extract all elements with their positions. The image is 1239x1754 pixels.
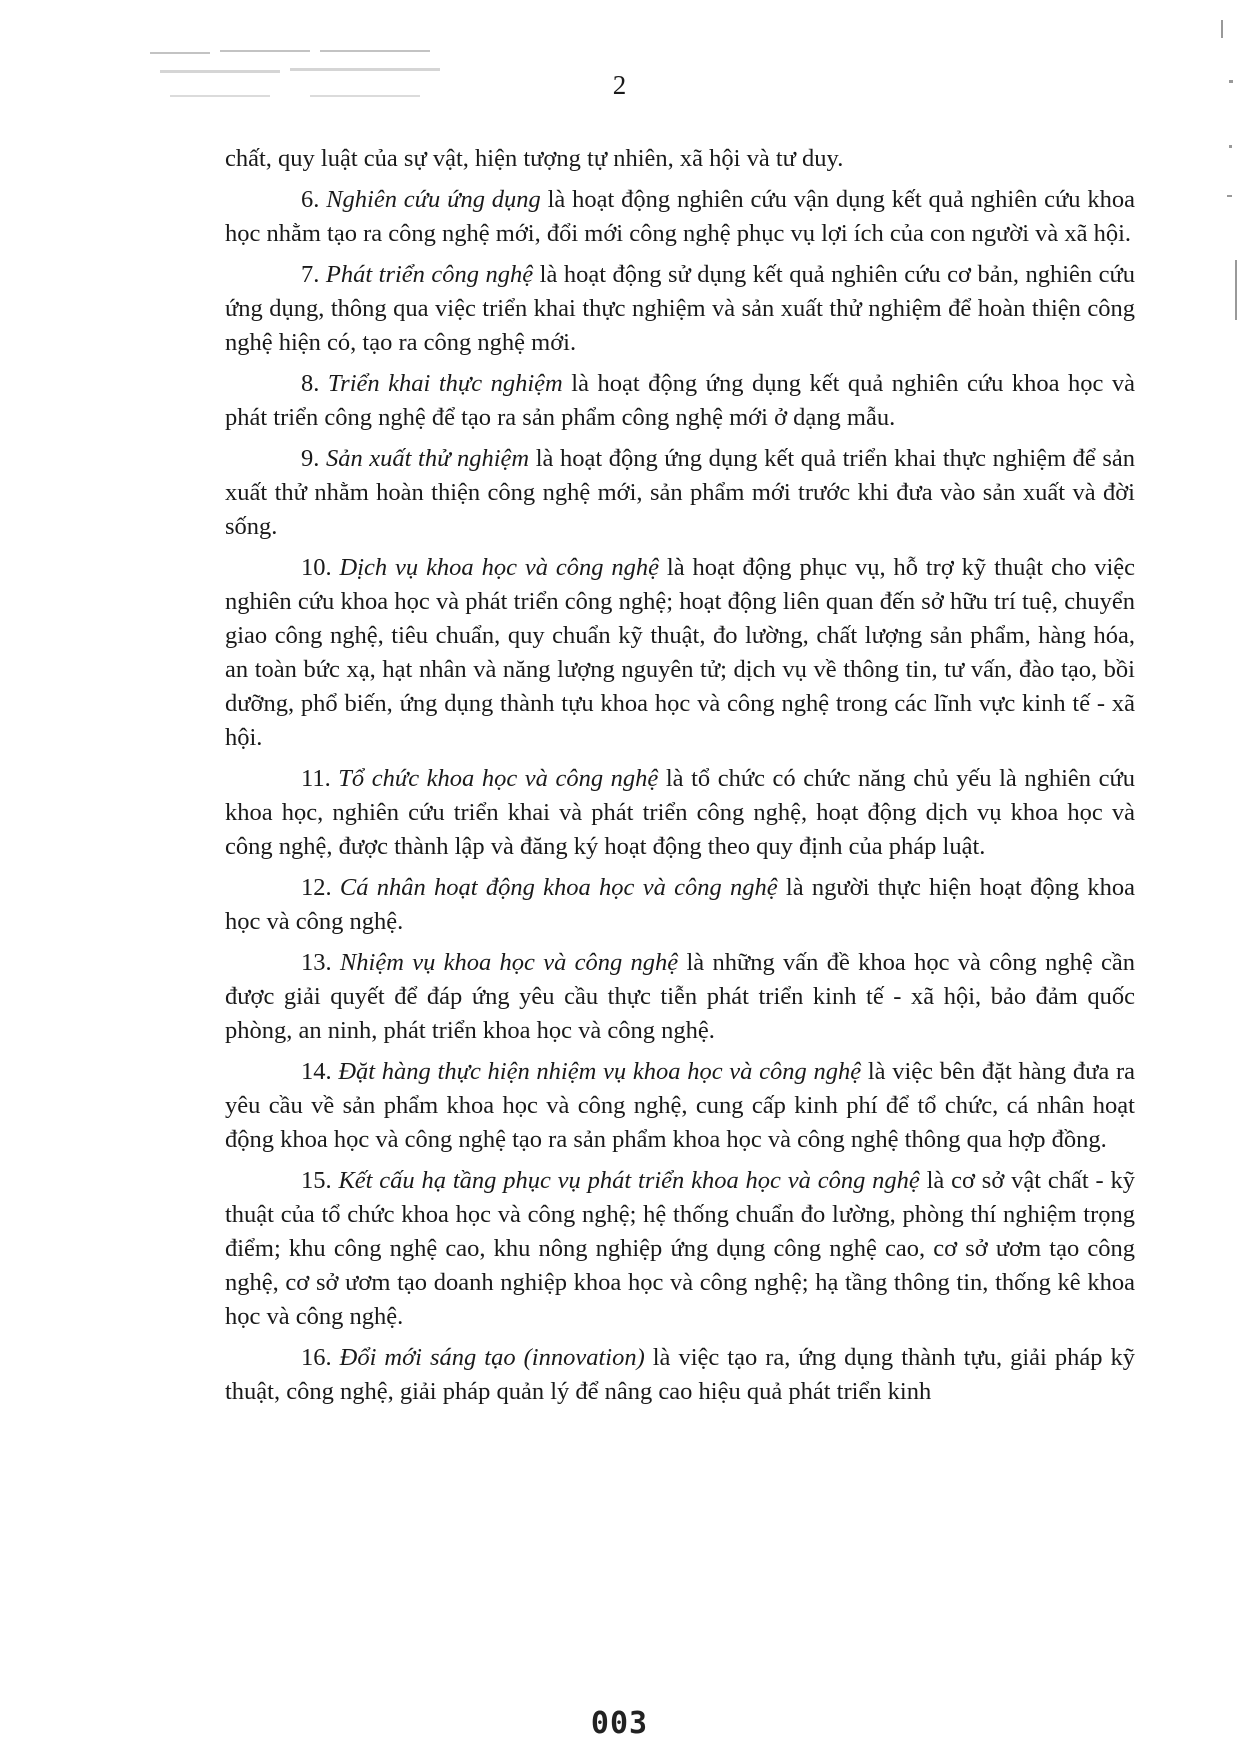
definition-item	[225, 1341, 1135, 1409]
definition-text: là người thực hiện hoạt động khoa học và công nghệ.	[225, 874, 1135, 935]
definition-number: 9.	[301, 445, 320, 472]
definition-text: là việc tạo ra, ứng dụng thành tựu, giải pháp kỹ thuật, công nghệ, giải pháp quản lý để nâng cao hiệu quả phát triển kinh	[225, 1344, 1136, 1405]
definition-item	[225, 551, 1135, 755]
definition-number: 12.	[301, 874, 332, 901]
continued-line: chất, quy luật của sự vật, hiện tượng tự nhiên, xã hội và tư duy.	[225, 145, 844, 172]
definition-text: là hoạt động ứng dụng kết quả nghiên cứu khoa học và phát triển công nghệ để tạo ra sản phẩm công nghệ mới ở dạng mẫu.	[225, 370, 1136, 431]
definition-text: là hoạt động ứng dụng kết quả triển khai thực nghiệm để sản xuất thử nhằm hoàn thiện công nghệ mới, sản phẩm mới trước khi đưa vào sản xuất và đời sống.	[225, 445, 1136, 540]
definition-number: 15.	[301, 1167, 332, 1194]
definition-item	[225, 1164, 1135, 1334]
definition-item	[225, 442, 1135, 544]
definition-term: Cá nhân hoạt động khoa học và công nghệ	[339, 874, 778, 901]
scan-edge-marks	[1199, 0, 1239, 1754]
page-stamp: 003	[590, 1706, 649, 1741]
definition-term: Sản xuất thử nghiệm	[325, 445, 530, 472]
definition-text: là những vấn đề khoa học và công nghệ cần được giải quyết để đáp ứng yêu cầu thực tiễn phát triển kinh tế - xã hội, bảo đảm quốc phòng, an ninh, phát triển khoa học và công nghệ.	[225, 949, 1136, 1044]
document-body	[225, 142, 1135, 1416]
definition-number: 6.	[301, 186, 320, 213]
definition-number: 10.	[301, 554, 332, 581]
definition-text: là hoạt động sử dụng kết quả nghiên cứu cơ bản, nghiên cứu ứng dụng, thông qua việc triển khai thực nghiệm và sản xuất thử nghiệm để hoàn thiện công nghệ hiện có, tạo ra công nghệ mới.	[225, 261, 1136, 356]
definition-term: Dịch vụ khoa học và công nghệ	[339, 554, 659, 581]
definition-item	[225, 367, 1135, 435]
page-number: 2	[612, 70, 627, 100]
definitions-list	[225, 183, 1135, 1409]
definition-item	[225, 946, 1135, 1048]
definition-term: Kết cấu hạ tầng phục vụ phát triển khoa học và công nghệ	[338, 1167, 920, 1194]
definition-term: Triển khai thực nghiệm	[327, 370, 563, 397]
definition-text: là việc bên đặt hàng đưa ra yêu cầu về sản phẩm khoa học và công nghệ, cung cấp kinh phí để tổ chức, cá nhân hoạt động khoa học và công nghệ tạo ra sản phẩm khoa học và công nghệ thông qua hợp đồng.	[225, 1058, 1135, 1153]
definition-number: 13.	[301, 949, 332, 976]
definition-item	[225, 871, 1135, 939]
definition-number: 11.	[301, 765, 331, 792]
definition-text: là hoạt động phục vụ, hỗ trợ kỹ thuật cho việc nghiên cứu khoa học và phát triển công nghệ; hoạt động liên quan đến sở hữu trí tuệ, chuyển giao công nghệ, tiêu chuẩn, quy chuẩn kỹ thuật, đo lường, chất lượng sản phẩm, hàng hóa, an toàn bức xạ, hạt nhân và năng lượng nguyên tử; dịch vụ về thông tin, tư vấn, đào tạo, bồi dưỡng, phổ biến, ứng dụng thành tựu khoa học và công nghệ trong các lĩnh vực kinh tế - xã hội.	[225, 554, 1136, 751]
definition-item	[225, 1055, 1135, 1157]
definition-term: Tổ chức khoa học và công nghệ	[338, 765, 659, 792]
definition-term: Phát triển công nghệ	[325, 261, 534, 288]
definition-number: 14.	[301, 1058, 332, 1085]
definition-text: là tổ chức có chức năng chủ yếu là nghiên cứu khoa học, nghiên cứu triển khai và phát triển công nghệ, hoạt động dịch vụ khoa học và công nghệ, được thành lập và đăng ký hoạt động theo quy định của pháp luật.	[225, 765, 1135, 860]
definition-item	[225, 762, 1135, 864]
definition-text: là hoạt động nghiên cứu vận dụng kết quả nghiên cứu khoa học nhằm tạo ra công nghệ mới, đổi mới công nghệ phục vụ lợi ích của con người và xã hội.	[225, 186, 1136, 247]
definition-number: 16.	[301, 1344, 332, 1371]
definition-item	[225, 183, 1135, 251]
definition-term: Đặt hàng thực hiện nhiệm vụ khoa học và công nghệ	[338, 1058, 862, 1085]
definition-item	[225, 258, 1135, 360]
definition-term: Đổi mới sáng tạo (innovation)	[339, 1344, 645, 1371]
definition-text: là cơ sở vật chất - kỹ thuật của tổ chức khoa học và công nghệ; hệ thống chuẩn đo lường, phòng thí nghiệm trọng điểm; khu công nghệ cao, khu nông nghiệp ứng dụng công nghệ cao, cơ sở ươm tạo công nghệ, cơ sở ươm tạo doanh nghiệp khoa học và công nghệ; hạ tầng thông tin, thống kê khoa học và công nghệ.	[225, 1167, 1135, 1330]
definition-term: Nghiên cứu ứng dụng	[326, 186, 541, 213]
definition-number: 8.	[301, 370, 320, 397]
definition-term: Nhiệm vụ khoa học và công nghệ	[339, 949, 679, 976]
definition-number: 7.	[301, 261, 320, 288]
